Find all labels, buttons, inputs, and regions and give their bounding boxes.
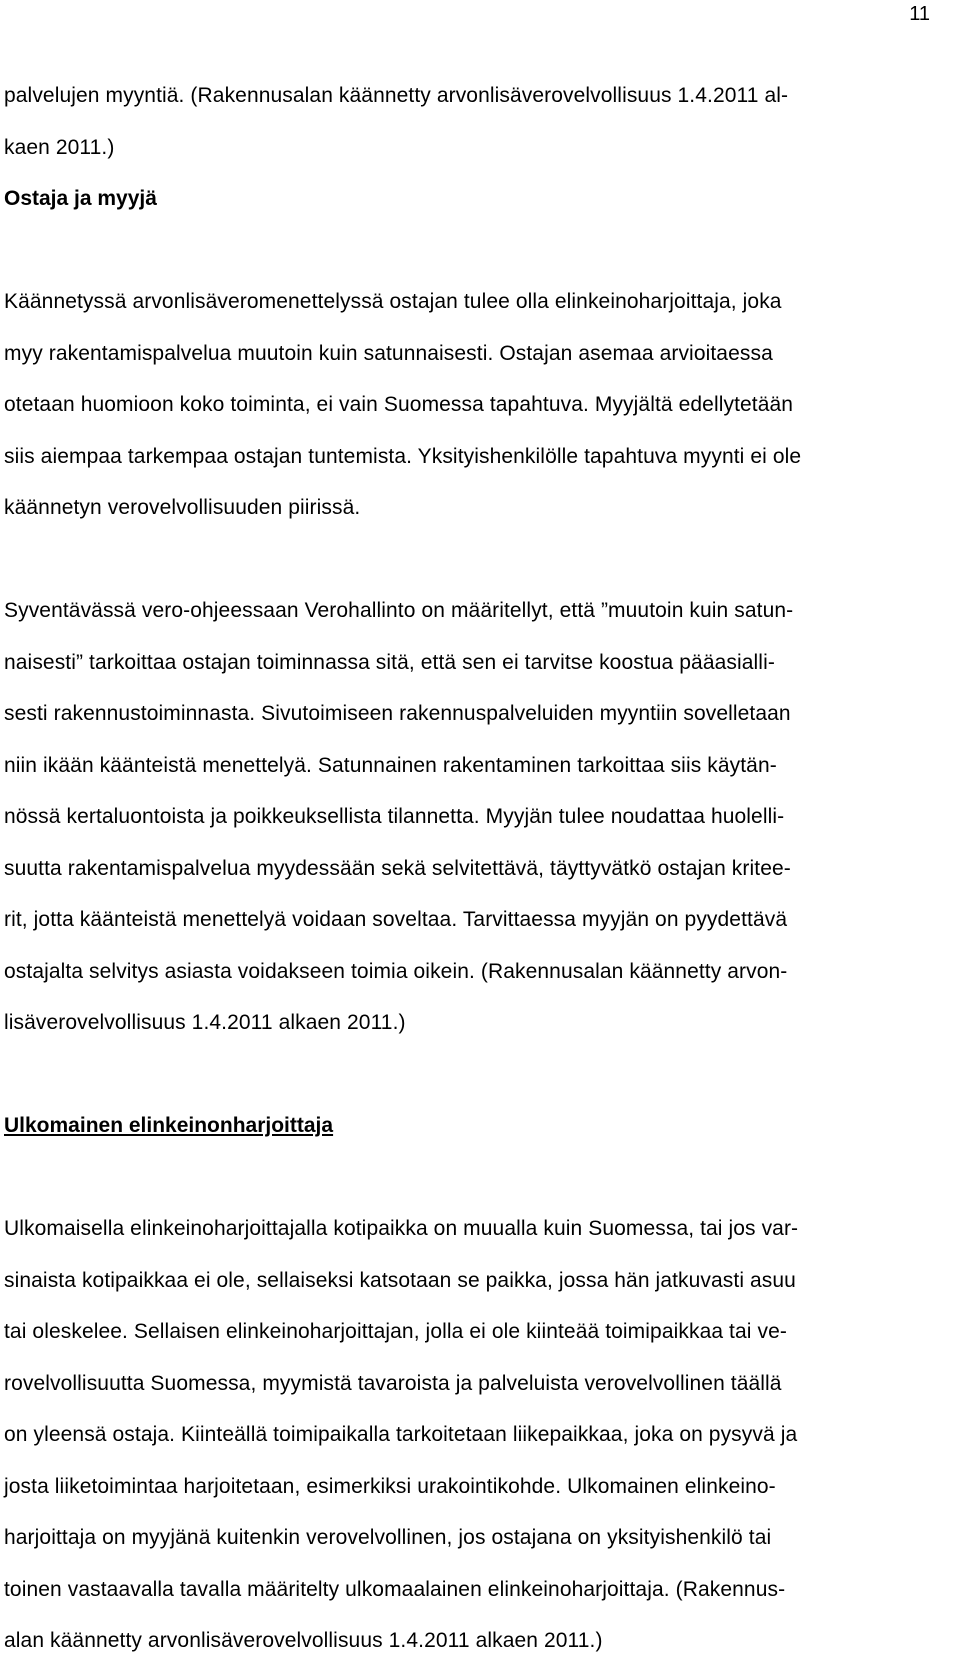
paragraph-spacer	[4, 225, 956, 277]
text-line: alan käännetty arvonlisäverovelvollisuus 1.4.2011 alkaen 2011.)	[4, 1629, 603, 1652]
text-line: tai oleskelee. Sellaisen elinkeinoharjoittajan, jolla ei ole kiinteää toimipaikkaa tai ve-	[4, 1320, 787, 1343]
document-body	[4, 70, 956, 1667]
page-number: 11	[909, 3, 930, 25]
text-line: naisesti” tarkoittaa ostajan toiminnassa sitä, että sen ei tarvitse koostua pääasialli-	[4, 650, 775, 674]
text-line: otetaan huomioon koko toiminta, ei vain Suomessa tapahtuva. Myyjältä edellytetään	[4, 393, 794, 416]
section1-paragraph-1	[4, 276, 956, 534]
text-line: nössä kertaluontoista ja poikkeuksellista tilannetta. Myyjän tulee noudattaa huolelli-	[4, 805, 785, 828]
text-line: Käännetyssä arvonlisäveromenettelyssä ostajan tulee olla elinkeinoharjoittaja, joka	[4, 290, 782, 313]
text-line: palvelujen myyntiä. (Rakennusalan käännetty arvonlisäverovelvollisuus 1.4.2011 al-	[4, 84, 789, 107]
text-line: rit, jotta käänteistä menettelyä voidaan soveltaa. Tarvittaessa myyjän on pyydettävä	[4, 908, 788, 931]
text-line: harjoittaja on myyjänä kuitenkin verovelvollinen, jos ostajana on yksityishenkilö tai	[4, 1526, 772, 1549]
text-line: kaen 2011.)	[4, 135, 115, 159]
section2-paragraph-1	[4, 1203, 956, 1667]
intro-paragraph	[4, 70, 956, 173]
text-line: lisäverovelvollisuus 1.4.2011 alkaen 2011.)	[4, 1011, 406, 1034]
text-line: siis aiempaa tarkempaa ostajan tuntemista. Yksityishenkilölle tapahtuva myynti ei ole	[4, 444, 802, 468]
paragraph-spacer	[4, 534, 956, 586]
paragraph-spacer	[4, 1152, 956, 1204]
text-line: suutta rakentamispalvelua myydessään sekä selvitettävä, täyttyvätkö ostajan kritee-	[4, 856, 791, 880]
text-line: sesti rakennustoiminnasta. Sivutoimiseen rakennuspalveluiden myyntiin sovelletaan	[4, 702, 791, 725]
text-line: josta liiketoimintaa harjoitetaan, esimerkiksi urakointikohde. Ulkomainen elinkeino-	[4, 1474, 776, 1498]
text-line: rovelvollisuutta Suomessa, myymistä tavaroista ja palveluista verovelvollinen täällä	[4, 1371, 782, 1395]
text-line: Syventävässä vero-ohjeessaan Verohallinto on määritellyt, että ”muutoin kuin satun-	[4, 599, 794, 622]
text-line: on yleensä ostaja. Kiinteällä toimipaikalla tarkoitetaan liikepaikkaa, joka on pysyvä ja	[4, 1423, 798, 1446]
section-heading-ulkomainen-elinkeinonharjoittaja: Ulkomainen elinkeinonharjoittaja	[4, 1114, 334, 1137]
section-heading-ostaja-ja-myyja: Ostaja ja myyjä	[4, 187, 157, 210]
text-line: Ulkomaisella elinkeinoharjoittajalla kotipaikka on muualla kuin Suomessa, tai jos var-	[4, 1217, 799, 1240]
text-line: niin ikään käänteistä menettelyä. Satunnainen rakentaminen tarkoittaa siis käytän-	[4, 753, 777, 777]
text-line: ostajalta selvitys asiasta voidakseen toimia oikein. (Rakennusalan käännetty arvon-	[4, 959, 788, 983]
text-line: käännetyn verovelvollisuuden piirissä.	[4, 496, 361, 519]
text-line: toinen vastaavalla tavalla määritelty ulkomaalainen elinkeinoharjoittaja. (Rakennus-	[4, 1577, 786, 1601]
text-line: sinaista kotipaikkaa ei ole, sellaiseksi katsotaan se paikka, jossa hän jatkuvasti asuu	[4, 1268, 796, 1292]
text-line: myy rakentamispalvelua muutoin kuin satunnaisesti. Ostajan asemaa arvioitaessa	[4, 341, 773, 365]
paragraph-spacer	[4, 1049, 956, 1101]
section1-paragraph-2	[4, 585, 956, 1049]
